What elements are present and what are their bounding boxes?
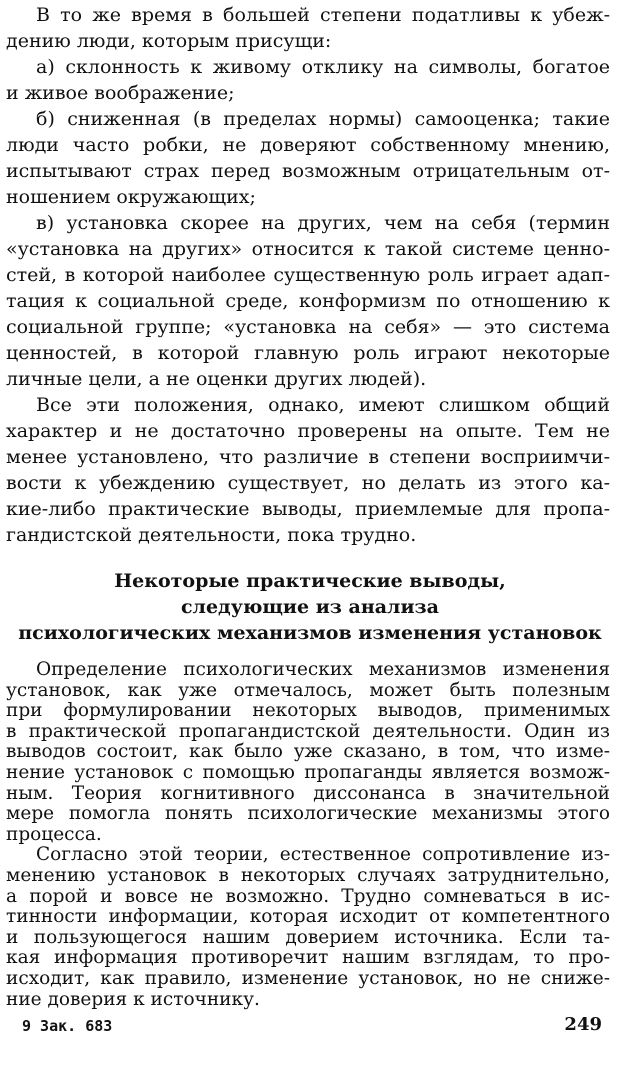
text-line: а порой и вовсе не возможно. Трудно сомневаться в ис- <box>6 886 610 907</box>
text-line: «установка на других» относится к такой системе ценно- <box>6 238 610 260</box>
text-line: при формулировании некоторых выводов, применимых <box>6 701 610 722</box>
text-line: и живое воображение; <box>6 82 235 104</box>
text-line: и пользующегося нашим доверием источника. Если та- <box>6 927 610 948</box>
text-line: социальной группе; «установка на себя» — это система <box>6 316 610 338</box>
section-heading-line: следующие из анализа <box>180 596 439 618</box>
text-line: Определение психологических механизмов изменения <box>36 660 610 680</box>
text-line: процесса. <box>6 824 102 845</box>
text-line: личные цели, а не оценки других людей). <box>6 368 427 390</box>
text-line: люди часто робки, не доверяют собственному мнению, <box>6 134 610 156</box>
text-line: Все эти положения, однако, имеют слишком общий <box>36 394 610 416</box>
text-line: ние доверия к источнику. <box>6 989 260 1010</box>
page-number: 249 <box>564 1014 602 1035</box>
text-line: Согласно этой теории, естественное сопротивление из- <box>36 845 610 866</box>
text-line: б) сниженная (в пределах нормы) самооценка; такие <box>36 108 610 130</box>
section-heading-line: Некоторые практические выводы, <box>114 570 506 592</box>
text-line: кие-либо практические выводы, приемлемые для пропа- <box>6 498 610 520</box>
text-line: ным. Теория когнитивного диссонанса в значительной <box>6 783 610 804</box>
text-line: стей, в которой наиболее существенную роль играет адап- <box>6 264 610 286</box>
text-line: нение установок с помощью пропаганды является возмож- <box>6 763 610 783</box>
text-line: вости к убеждению существует, но делать из этого ка- <box>6 472 610 494</box>
text-line: установок, как уже отмечалось, может быть полезным <box>6 680 610 701</box>
text-line: ношением окружающих; <box>6 186 256 208</box>
printer-signature: 9 Зак. 683 <box>22 1017 113 1035</box>
text-line: В то же время в большей степени податливы к убеж- <box>36 4 610 26</box>
text-line: характер и не достаточно проверены на опыте. Тем не <box>6 420 610 442</box>
text-line: тинности информации, которая исходит от компетентного <box>6 907 610 928</box>
text-line: в практической пропагандистской деятельности. Один из <box>6 721 610 742</box>
text-line: тация к социальной среде, конформизм по отношению к <box>6 290 610 312</box>
text-line: выводов состоит, как было уже сказано, в том, что изме- <box>6 742 610 763</box>
text-line: исходит, как правило, изменение установок, но не сниже- <box>6 969 610 989</box>
text-line: мере помогла понять психологические механизмы этого <box>6 804 610 825</box>
text-line: менее установлено, что различие в степени восприимчи- <box>6 446 610 468</box>
text-line: а) склонность к живому отклику на символы, богатое <box>36 56 610 78</box>
text-line: кая информация противоречит нашим взглядам, то про- <box>6 948 610 969</box>
text-line: дению люди, которым присущи: <box>6 30 332 52</box>
section-heading-line: психологических механизмов изменения установок <box>18 622 602 644</box>
text-line: менению установок в некоторых случаях затруднительно, <box>6 866 610 886</box>
text-line: ценностей, в которой главную роль играют некоторые <box>6 342 610 364</box>
text-line: гандистской деятельности, пока трудно. <box>6 524 417 546</box>
text-line: испытывают страх перед возможным отрицательным от- <box>6 160 610 182</box>
text-line: в) установка скорее на других, чем на себя (термин <box>36 212 610 234</box>
